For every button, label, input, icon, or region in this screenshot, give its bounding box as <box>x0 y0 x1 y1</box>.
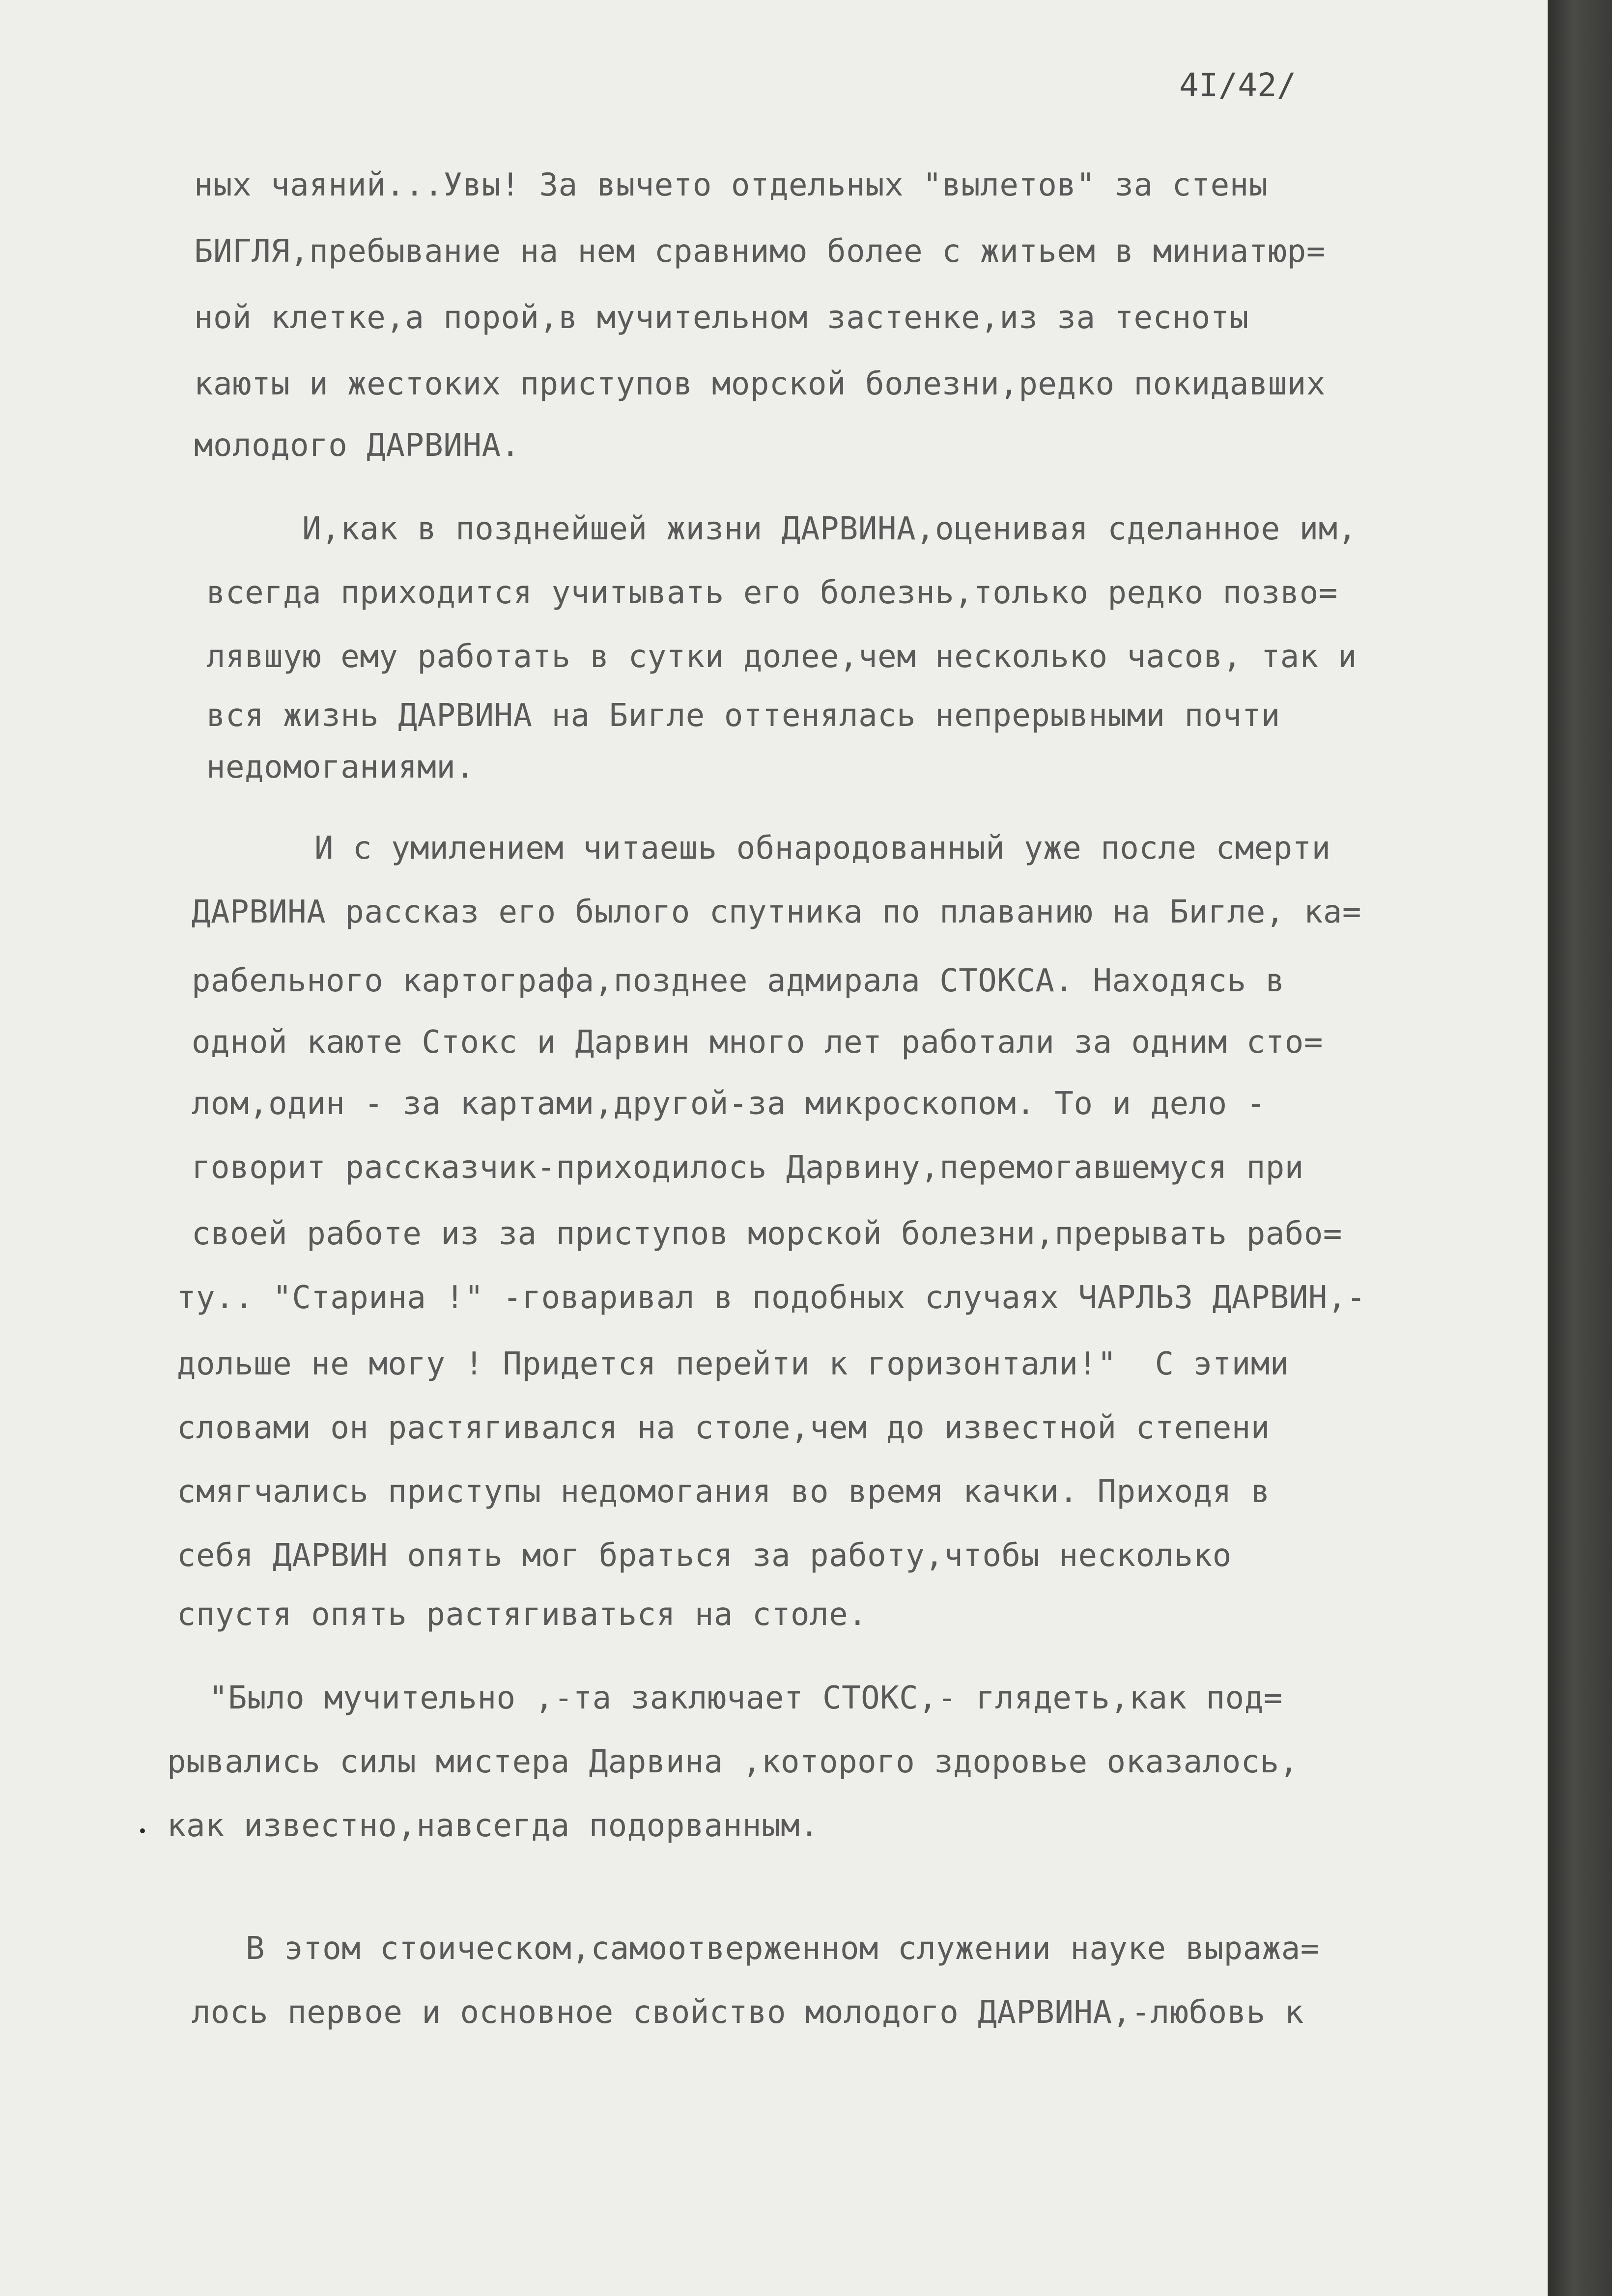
text-line: спустя опять растягиваться на столе. <box>177 1596 868 1633</box>
text-line: ДАРВИНА рассказ его былого спутника по плаванию на Бигле, ка= <box>192 894 1361 930</box>
text-line: словами он растягивался на столе,чем до известной степени <box>177 1410 1270 1446</box>
text-line: ной клетке,а порой,в мучительном застенке,из за тесноты <box>194 300 1249 336</box>
text-line: "Было мучительно ,-та заключает СТОКС,- глядеть,как под= <box>209 1680 1283 1716</box>
text-line: ту.. "Старина !" -говаривал в подобных случаях ЧАРЛЬЗ ДАРВИН,- <box>177 1280 1366 1316</box>
text-line: всегда приходится учитывать его болезнь,только редко позво= <box>206 575 1338 611</box>
text-line: себя ДАРВИН опять мог браться за работу,чтобы несколько <box>177 1538 1232 1574</box>
text-line: своей работе из за приступов морской болезни,прерывать рабо= <box>192 1216 1342 1252</box>
text-line: лом,один - за картами,другой-за микроскопом. То и дело - <box>192 1086 1266 1122</box>
ink-speck <box>140 1828 145 1833</box>
text-line: смягчались приступы недомогания во время качки. Приходя в <box>177 1474 1270 1510</box>
text-line: как известно,навсегда подорванным. <box>167 1808 820 1844</box>
text-line: недомоганиями. <box>206 749 475 785</box>
text-line: ных чаяний...Увы! За вычето отдельных "вылетов" за стены <box>194 167 1268 203</box>
text-line: вся жизнь ДАРВИНА на Бигле оттенялась непрерывными почти <box>206 698 1280 734</box>
text-line: В этом стоическом,самоотверженном служении науке выража= <box>246 1931 1320 1967</box>
text-line: рывались силы мистера Дарвина ,которого здоровье оказалось, <box>167 1744 1299 1780</box>
text-line: И,как в позднейшей жизни ДАРВИНА,оценивая сделанное им, <box>302 511 1357 547</box>
background-edge <box>1548 0 1612 2296</box>
page-number: 4I/42/ <box>1179 66 1297 104</box>
text-line: каюты и жестоких приступов морской болезни,редко покидавших <box>194 366 1326 402</box>
text-line: БИГЛЯ,пребывание на нем сравнимо более с житьем в миниатюр= <box>194 233 1326 270</box>
text-line: говорит рассказчик-приходилось Дарвину,перемогавшемуся при <box>192 1149 1304 1186</box>
text-line: одной каюте Стокс и Дарвин много лет работали за одним сто= <box>192 1024 1323 1061</box>
text-line: дольше не могу ! Придется перейти к горизонтали!" С этими <box>177 1346 1289 1382</box>
text-line: лявшую ему работать в сутки долее,чем несколько часов, так и <box>206 639 1357 675</box>
text-line: молодого ДАРВИНА. <box>194 427 520 464</box>
text-line: рабельного картографа,позднее адмирала СТОКСА. Находясь в <box>192 963 1285 999</box>
text-line: лось первое и основное свойство молодого ДАРВИНА,-любовь к <box>192 1994 1304 2031</box>
text-line: И с умилением читаешь обнародованный уже после смерти <box>314 830 1331 867</box>
